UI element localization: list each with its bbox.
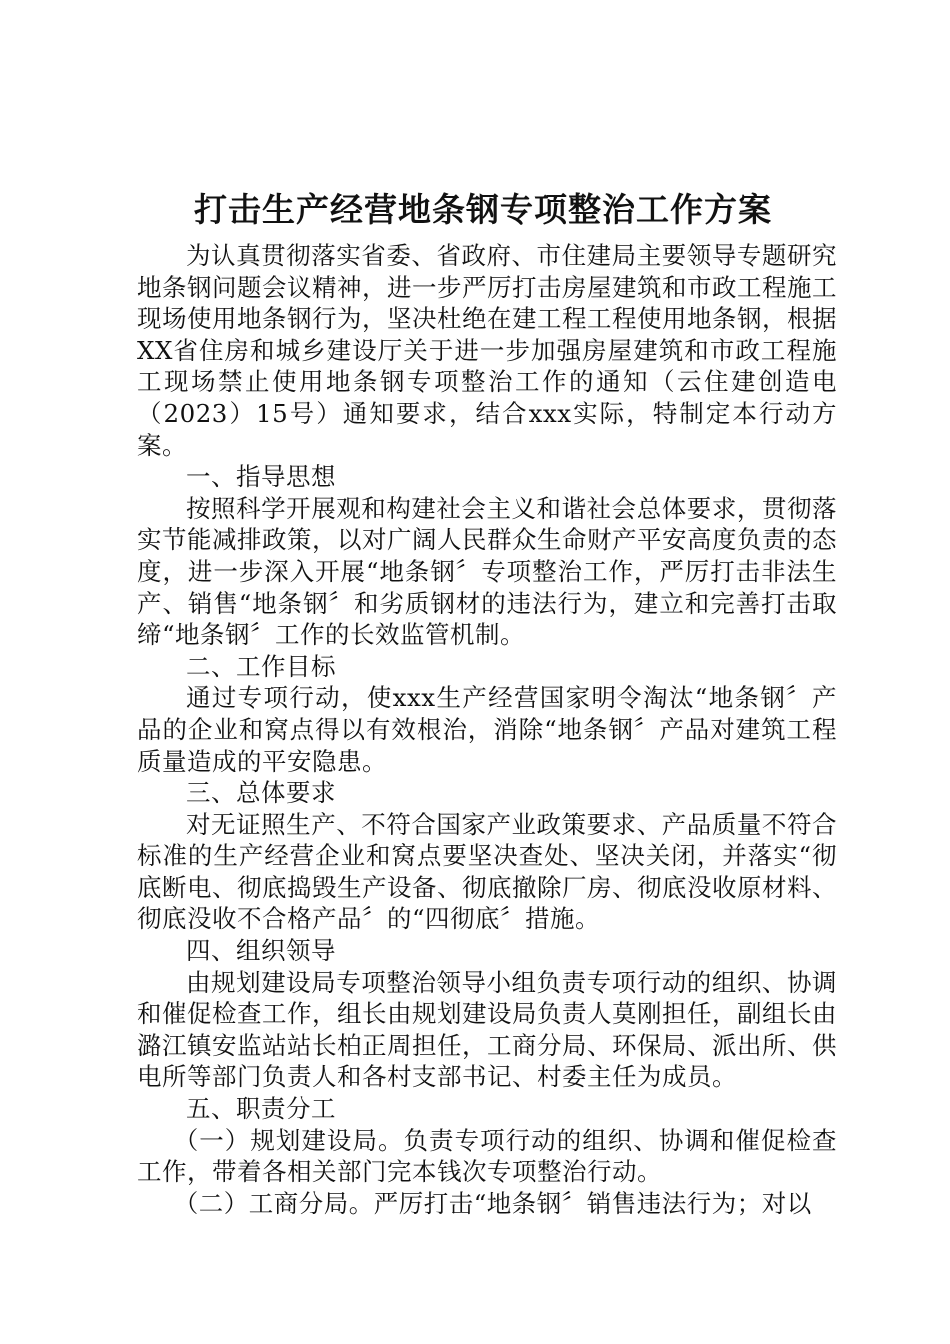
- section-heading-general-requirements: 三、总体要求: [186, 778, 336, 808]
- responsibility-item-commerce-branch: （二）工商分局。严厉打击“地条钢〞销售违法行为；对以: [173, 1188, 812, 1218]
- section-heading-guiding-thought: 一、指导思想: [186, 462, 336, 492]
- document-page: [137, 180, 837, 1219]
- section-heading-organization: 四、组织领导: [186, 936, 336, 966]
- section-heading-work-goal: 二、工作目标: [186, 651, 336, 681]
- section-body-general-requirements: 对无证照生产、不符合国家产业政策要求、产品质量不符合标准的生产经营企业和窝点要坚决查处、坚决关闭，并落实“彻底断电、彻底捣毁生产设备、彻底撤除厂房、彻底没收原材料、彻底没收不合格产品〞的“四彻底〞措施。: [137, 809, 837, 934]
- section-body-work-goal: 通过专项行动，使xxx生产经营国家明令淘汰“地条钢〞产品的企业和窝点得以有效根治，消除“地条钢〞产品对建筑工程质量造成的平安隐患。: [137, 683, 837, 776]
- section-body-guiding-thought: 按照科学开展观和构建社会主义和谐社会总体要求，贯彻落实节能减排政策，以对广阔人民群众生命财产平安高度负责的态度，进一步深入开展“地条钢〞专项整治工作，严厉打击非法生产、销售“地条钢〞和劣质钢材的违法行为，建立和完善打击取缔“地条钢〞工作的长效监管机制。: [137, 493, 837, 650]
- document-title: 打击生产经营地条钢专项整治工作方案: [194, 190, 772, 229]
- intro-paragraph: 为认真贯彻落实省委、省政府、市住建局主要领导专题研究地条钢问题会议精神，进一步严厉打击房屋建筑和市政工程施工现场使用地条钢行为，坚决杜绝在建工程工程使用地条钢，根据XX省住房和城乡建设厅关于进一步加强房屋建筑和市政工程施工现场禁止使用地条钢专项整治工作的通知（云住建创造电（2023）15号）通知要求，结合xxx实际，特制定本行动方案。: [137, 241, 837, 460]
- section-body-organization: 由规划建设局专项整治领导小组负责专项行动的组织、协调和催促检查工作，组长由规划建设局负责人莫刚担任，副组长由潞江镇安监站站长柏正周担任，工商分局、环保局、派出所、供电所等部门负责人和各村支部书记、村委主任为成员。: [137, 967, 837, 1092]
- responsibility-item-planning-bureau: （一）规划建设局。负责专项行动的组织、协调和催促检查工作，带着各相关部门完本钱次专项整治行动。: [137, 1125, 837, 1187]
- section-heading-responsibilities: 五、职责分工: [186, 1094, 336, 1124]
